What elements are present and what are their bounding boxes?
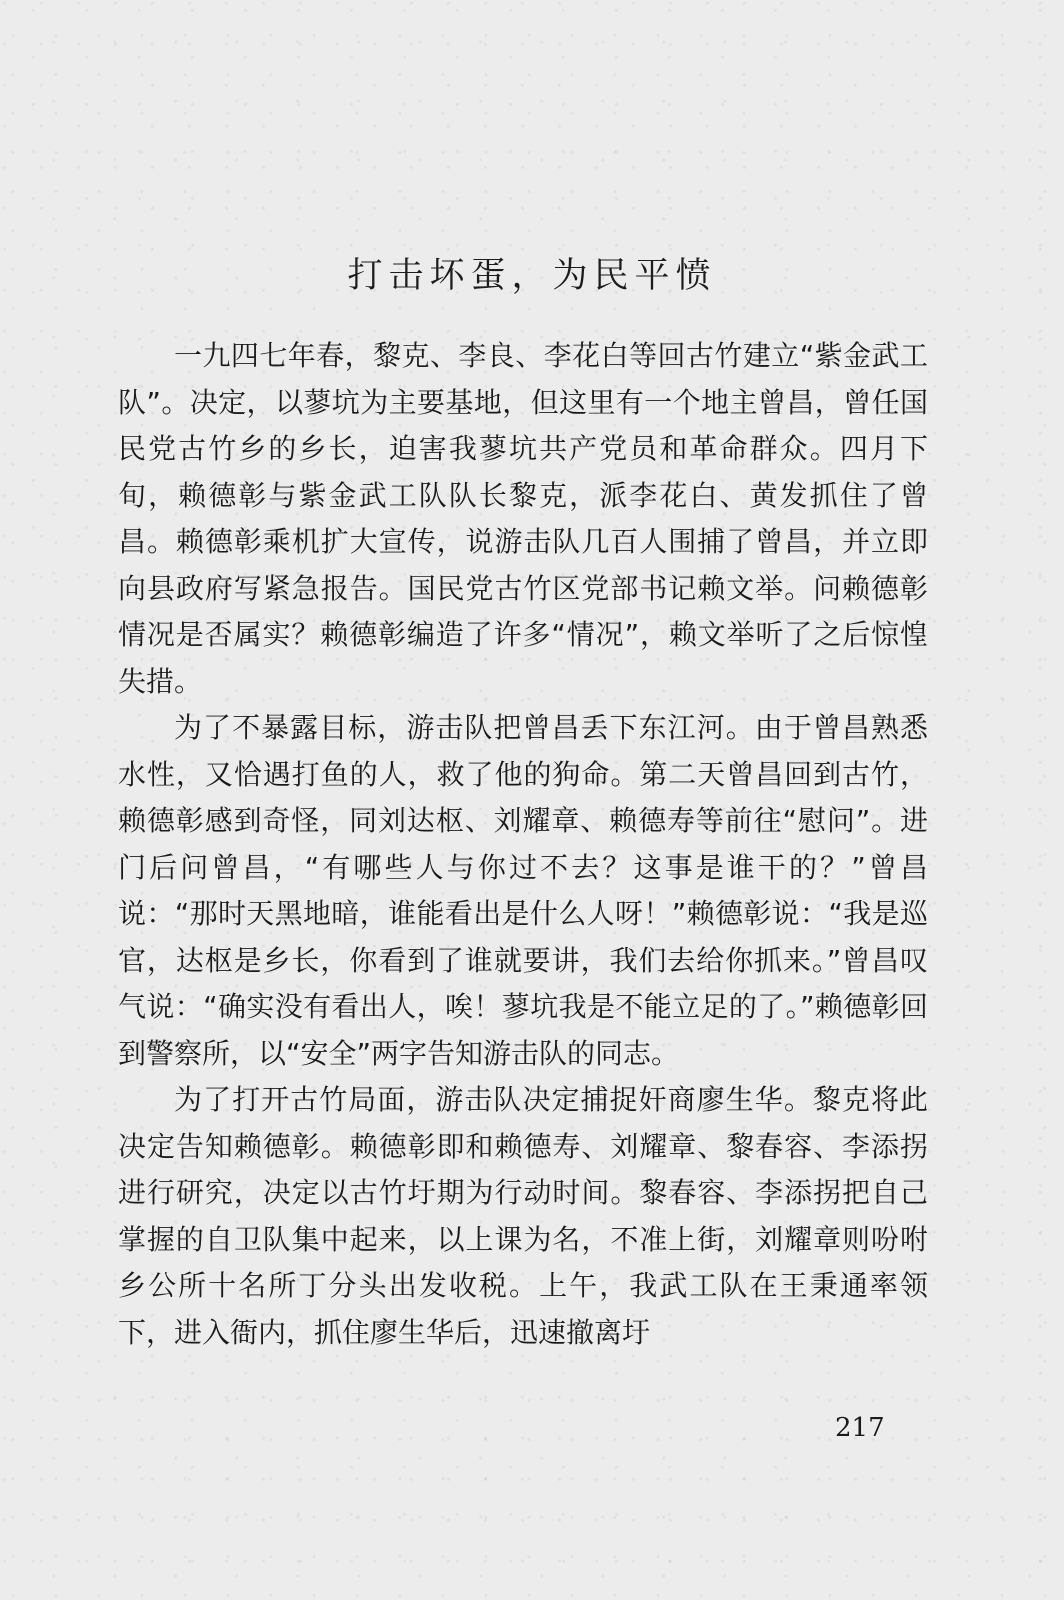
page-number: 217	[835, 1413, 885, 1443]
paragraph: 一九四七年春，黎克、李良、李花白等回古竹建立“紫金武工队”。决定，以蓼坑为主要基地，但这里有一个地主曾昌，曾任国民党古竹乡的乡长，迫害我蓼坑共产党员和革命群众。四月下旬，赖德彰与紫金武工队队长黎克，派李花白、黄发抓住了曾昌。赖德彰乘机扩大宣传，说游击队几百人围捕了曾昌，并立即向县政府写紧急报告。国民党古竹区党部书记赖文举。问赖德彰情况是否属实？赖德彰编造了许多“情况”，赖文举听了之后惊惶失措。	[118, 339, 928, 698]
paragraph: 为了不暴露目标，游击队把曾昌丢下东江河。由于曾昌熟悉水性，又恰遇打鱼的人，救了他的狗命。第二天曾昌回到古竹，赖德彰感到奇怪，同刘达枢、刘耀章、赖德寿等前往“慰问”。进门后问曾昌，“有哪些人与你过不去？这事是谁干的？”曾昌说：“那时天黑地暗，谁能看出是什么人呀！”赖德彰说：“我是巡官，达枢是乡长，你看到了谁就要讲，我们去给你抓来。”曾昌叹气说：“确实没有看出人，唉！蓼坑我是不能立足的了。”赖德彰回到警察所，以“安全”两字告知游击队的同志。	[118, 711, 928, 1070]
paragraph: 为了打开古竹局面，游击队决定捕捉奸商廖生华。黎克将此决定告知赖德彰。赖德彰即和赖德寿、刘耀章、黎春容、李添拐进行研究，决定以古竹圩期为行动时间。黎春容、李添拐把自己掌握的自卫队集中起来，以上课为名，不准上街，刘耀章则吩咐乡公所十名所丁分头出发收税。上午，我武工队在王秉通率领下，进入衙内，抓住廖生华后，迅速撤离圩	[118, 1083, 928, 1349]
chapter-title: 打击坏蛋，为民平愤	[347, 256, 717, 296]
body-text	[118, 333, 928, 1356]
